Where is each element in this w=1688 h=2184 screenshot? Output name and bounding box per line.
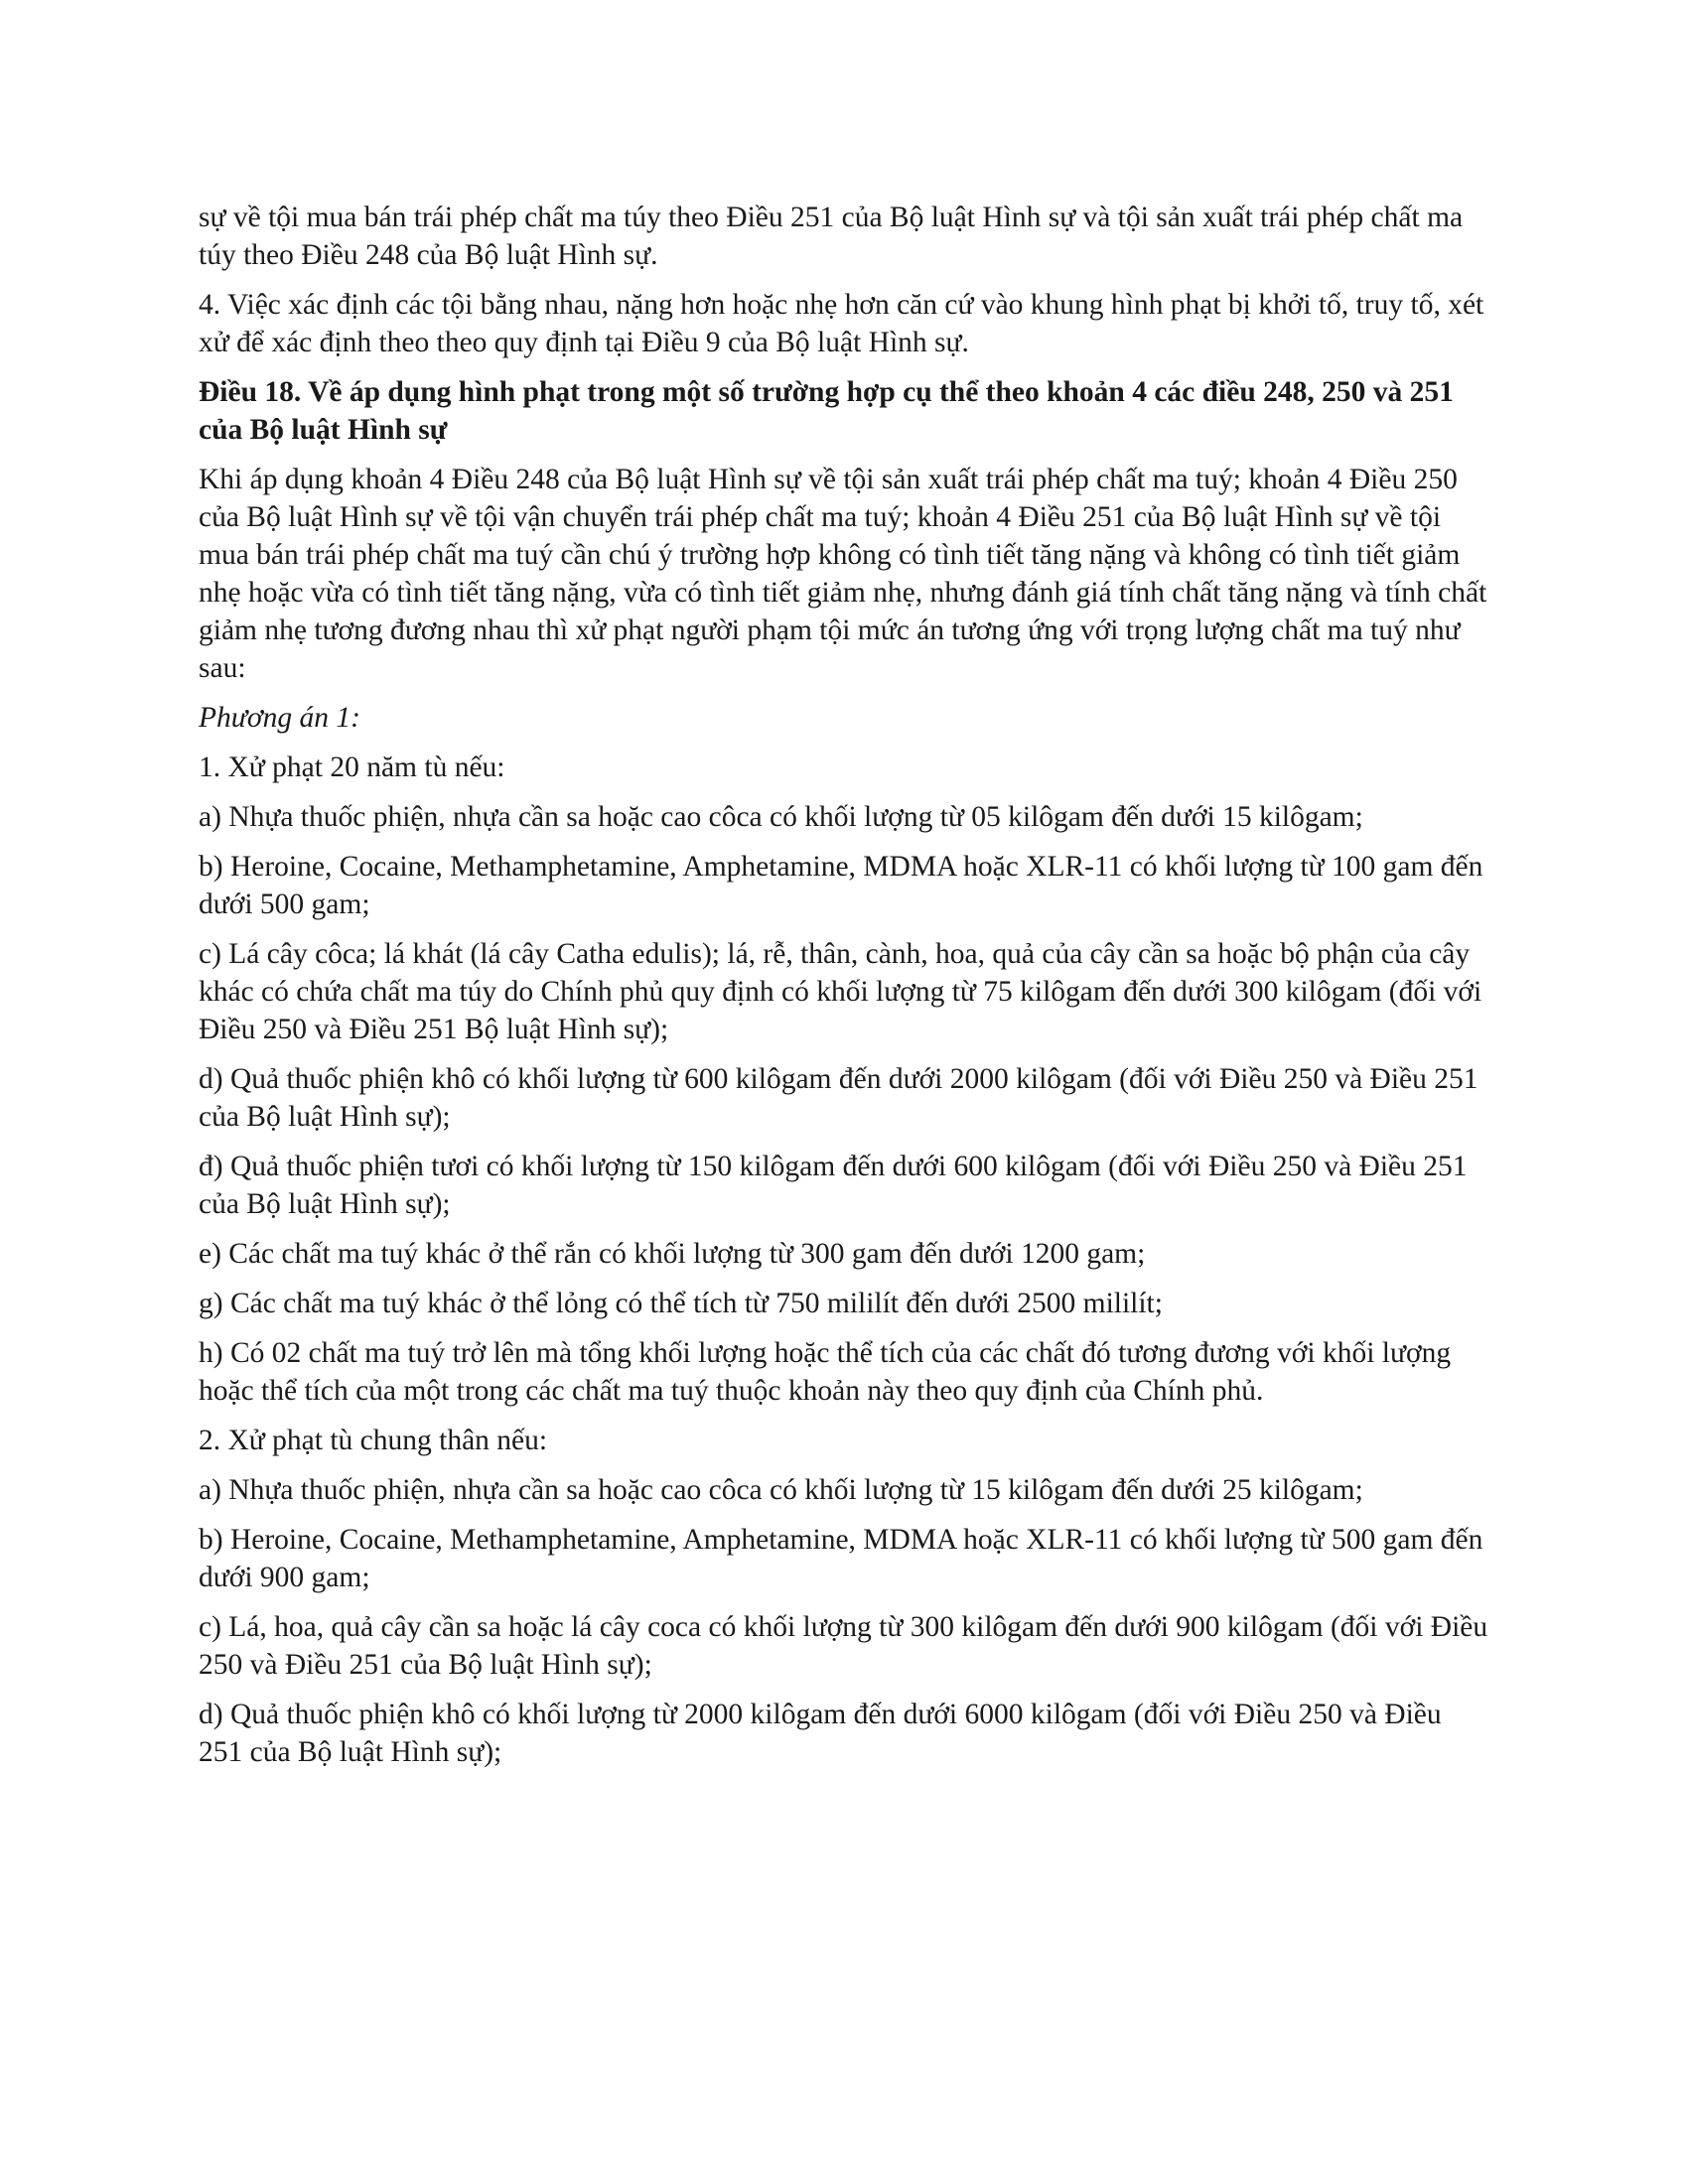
clause-1-item-a: a) Nhựa thuốc phiện, nhựa cần sa hoặc cao côca có khối lượng từ 05 kilôgam đến dưới 15 kilôgam; xyxy=(199,801,1363,833)
clause-2-item-d: d) Quả thuốc phiện khô có khối lượng từ 2000 kilôgam đến dưới 6000 kilôgam (đối với Điều 250 và Điều 251 của Bộ luật Hình sự); xyxy=(199,1699,1442,1768)
clause-2-title: 2. Xử phạt tù chung thân nếu: xyxy=(199,1425,548,1456)
paragraph-continuation: sự về tội mua bán trái phép chất ma túy theo Điều 251 của Bộ luật Hình sự và tội sản xuất trái phép chất ma túy theo Điều 248 của Bộ luật Hình sự. xyxy=(199,202,1464,271)
clause-2-item-b: b) Heroine, Cocaine, Methamphetamine, Amphetamine, MDMA hoặc XLR-11 có khối lượng từ 500 gam đến dưới 900 gam; xyxy=(199,1524,1483,1593)
clause-1-title: 1. Xử phạt 20 năm tù nếu: xyxy=(199,751,505,783)
clause-1-item-dd: đ) Quả thuốc phiện tươi có khối lượng từ 150 kilôgam đến dưới 600 kilôgam (đối với Điều 250 và Điều 251 của Bộ luật Hình sự); xyxy=(199,1151,1468,1220)
clause-1-item-h: h) Có 02 chất ma tuý trở lên mà tổng khối lượng hoặc thể tích của các chất đó tương đương với khối lượng hoặc thể tích của một trong các chất ma tuý thuộc khoản này theo quy định của Chính phủ. xyxy=(199,1337,1452,1407)
article-18-heading: Điều 18. Về áp dụng hình phạt trong một số trường hợp cụ thể theo khoản 4 các điều 248, 250 và 251 của Bộ luật Hình sự xyxy=(199,376,1454,446)
clause-1-item-c: c) Lá cây côca; lá khát (lá cây Catha edulis); lá, rễ, thân, cành, hoa, quả của cây cần sa hoặc bộ phận của cây khác có chứa chất ma túy do Chính phủ quy định có khối lượng từ 75 kilôgam đến dưới 300 kilôgam (đối với Điều 250 và Điều 251 Bộ luật Hình sự); xyxy=(199,938,1482,1045)
clause-1-item-b: b) Heroine, Cocaine, Methamphetamine, Amphetamine, MDMA hoặc XLR-11 có khối lượng từ 100 gam đến dưới 500 gam; xyxy=(199,851,1483,920)
document-page xyxy=(199,199,1489,1783)
clause-2-item-c: c) Lá, hoa, quả cây cần sa hoặc lá cây coca có khối lượng từ 300 kilôgam đến dưới 900 kilôgam (đối với Điều 250 và Điều 251 của Bộ luật Hình sự); xyxy=(199,1611,1488,1681)
clause-2-item-a: a) Nhựa thuốc phiện, nhựa cần sa hoặc cao côca có khối lượng từ 15 kilôgam đến dưới 25 kilôgam; xyxy=(199,1474,1363,1506)
clause-1-item-g: g) Các chất ma tuý khác ở thể lỏng có thể tích từ 750 mililít đến dưới 2500 mililít; xyxy=(199,1288,1163,1319)
article-18-intro: Khi áp dụng khoản 4 Điều 248 của Bộ luật Hình sự về tội sản xuất trái phép chất ma tuý; khoản 4 Điều 250 của Bộ luật Hình sự về tội vận chuyển trái phép chất ma tuý; khoản 4 Điều 251 của Bộ luật Hình sự về tội mua bán trái phép chất ma tuý cần chú ý trường hợp không có tình tiết tăng nặng và không có tình tiết giảm nhẹ hoặc vừa có tình tiết tăng nặng, vừa có tình tiết giảm nhẹ, nhưng đánh giá tính chất tăng nặng và tính chất giảm nhẹ tương đương nhau thì xử phạt người phạm tội mức án tương ứng với trọng lượng chất ma tuý như sau: xyxy=(199,464,1487,684)
paragraph-item-4: 4. Việc xác định các tội bằng nhau, nặng hơn hoặc nhẹ hơn căn cứ vào khung hình phạt bị khởi tố, truy tố, xét xử để xác định theo theo quy định tại Điều 9 của Bộ luật Hình sự. xyxy=(199,289,1484,358)
clause-1-item-e: e) Các chất ma tuý khác ở thể rắn có khối lượng từ 300 gam đến dưới 1200 gam; xyxy=(199,1238,1146,1270)
option-1-label: Phương án 1: xyxy=(199,702,360,734)
clause-1-item-d: d) Quả thuốc phiện khô có khối lượng từ 600 kilôgam đến dưới 2000 kilôgam (đối với Điều 250 và Điều 251 của Bộ luật Hình sự); xyxy=(199,1063,1478,1133)
